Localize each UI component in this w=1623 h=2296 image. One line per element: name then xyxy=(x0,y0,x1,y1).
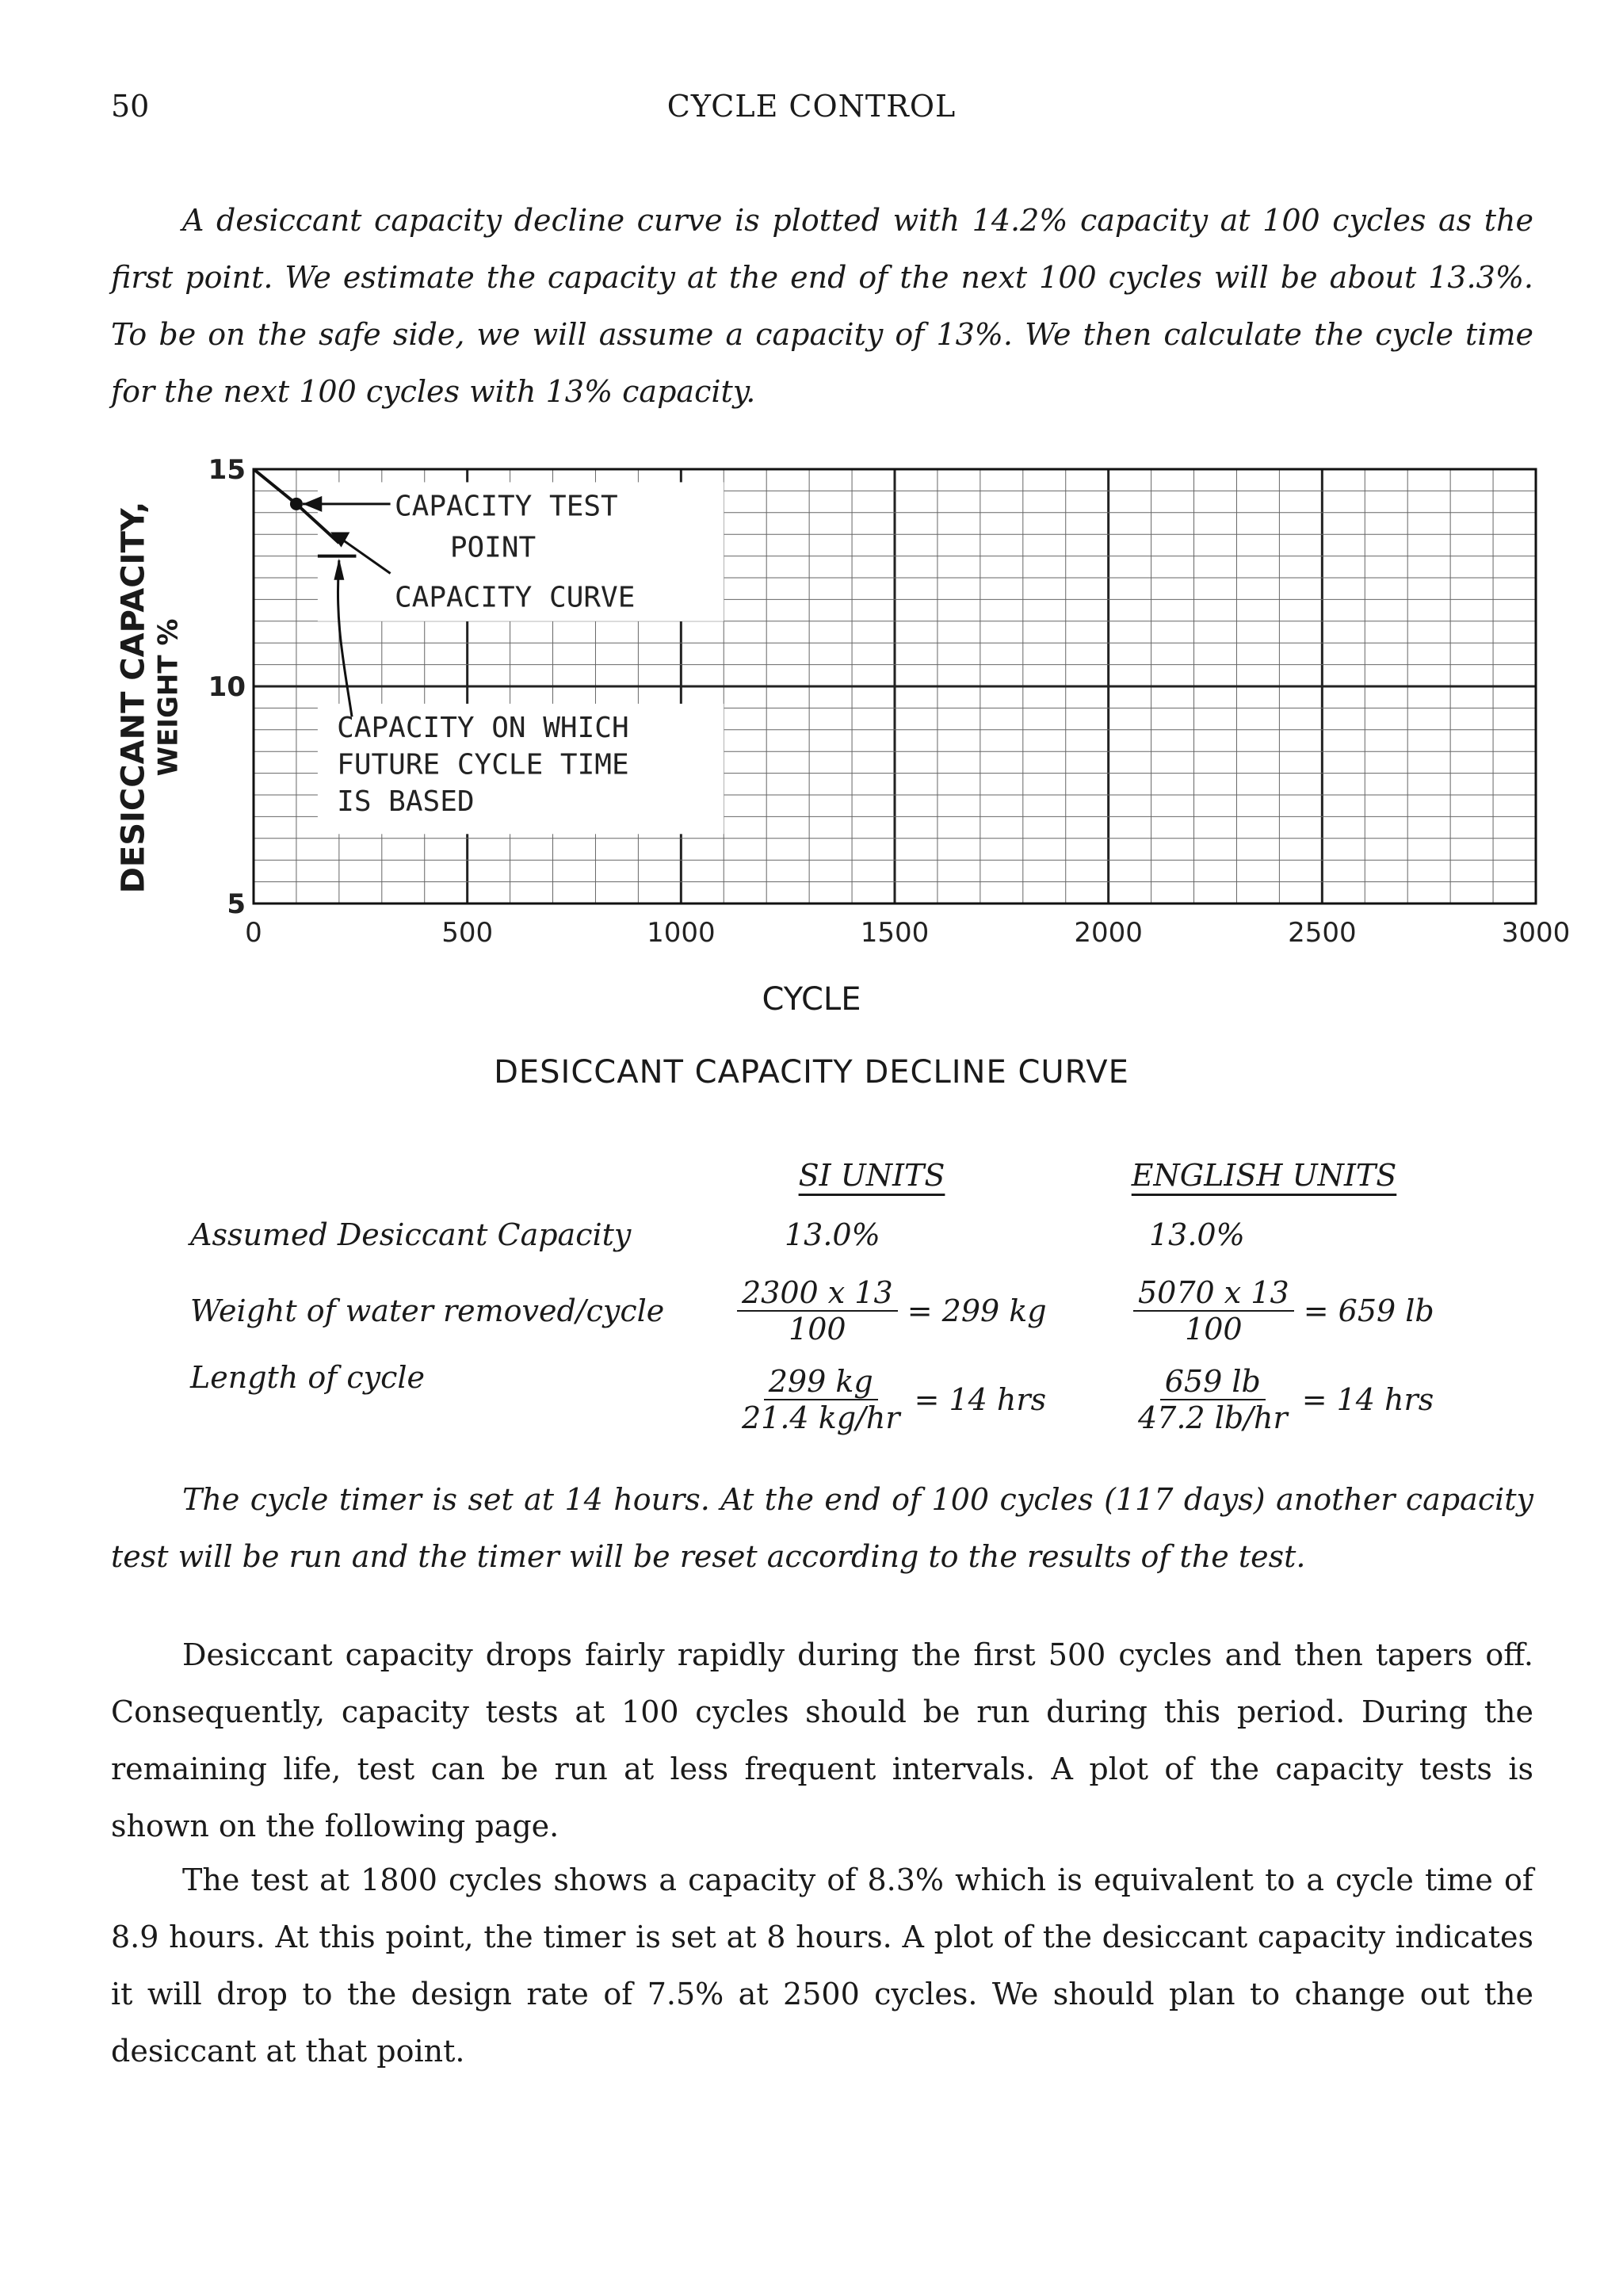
english-result: = 14 hrs xyxy=(1301,1382,1434,1417)
x-tick-label: 2000 xyxy=(1074,917,1143,949)
chart-plot-area xyxy=(111,444,1585,983)
table-row xyxy=(190,1266,1450,1355)
fraction-numerator: 659 lb xyxy=(1160,1364,1266,1400)
si-fraction xyxy=(737,1275,898,1347)
fraction-denominator: 47.2 lb/hr xyxy=(1138,1400,1288,1435)
fraction-denominator: 21.4 kg/hr xyxy=(742,1400,900,1435)
x-tick-label: 3000 xyxy=(1501,917,1571,949)
row-label: Length of cycle xyxy=(190,1360,426,1395)
paragraph-2-text: Desiccant capacity drops fairly rapidly during the first 500 cycles and then tapers off. Consequently, capacity tests at 100 cycles should be run during this period. During the remaining life, test can be run at less frequent intervals. A plot of the capacity tests is shown on the following page. xyxy=(111,1637,1533,1843)
future-cycle-label: FUTURE CYCLE TIME xyxy=(337,748,629,781)
test-point-arrowhead xyxy=(303,496,322,512)
timer-paragraph xyxy=(111,1471,1533,1585)
intro-text: A desiccant capacity decline curve is plotted with 14.2% capacity at 100 cycles as the first point. We estimate the capacity at the end of the next 100 cycles will be about 13.3%. To be on the safe side, we will assume a capacity of 13%. We then calculate the cycle time for the next 100 cycles with 13% capacity. xyxy=(111,203,1533,409)
calculation-table xyxy=(190,1148,1450,1444)
running-title: CYCLE CONTROL xyxy=(666,89,957,124)
fraction-numerator: 5070 x 13 xyxy=(1133,1275,1294,1312)
x-tick-label: 500 xyxy=(441,917,494,949)
x-tick-label: 0 xyxy=(245,917,262,949)
page-number: 50 xyxy=(111,89,150,124)
timer-text: The cycle timer is set at 14 hours. At the end of 100 cycles (117 days) another capacity test will be run and the timer will be reset according to the results of the test. xyxy=(111,1482,1533,1574)
table-row xyxy=(190,1355,1450,1444)
english-value: 13.0% xyxy=(1149,1217,1245,1252)
intro-paragraph xyxy=(111,192,1533,420)
english-result: = 659 lb xyxy=(1303,1293,1434,1328)
si-result: = 14 hrs xyxy=(914,1382,1047,1417)
x-tick-label: 1500 xyxy=(860,917,930,949)
future-cycle-label: IS BASED xyxy=(337,785,475,819)
paragraph-3-text: The test at 1800 cycles shows a capacity of 8.3% which is equivalent to a cycle time of 8.9 hours. At this point, the timer is set at 8 hours. A plot of the desiccant capacity indicates it will drop to the design rate of 7.5% at 2500 cycles. We should plan to change out the desiccant at that point. xyxy=(111,1862,1533,2069)
x-axis-label: CYCLE xyxy=(762,981,861,1018)
table-row xyxy=(190,1203,1450,1266)
fraction-denominator: 100 xyxy=(789,1312,846,1347)
si-value: 13.0% xyxy=(785,1217,880,1252)
body-paragraph-3 xyxy=(111,1851,1533,2080)
fraction-denominator: 100 xyxy=(1185,1312,1243,1347)
y-tick-label: 10 xyxy=(208,671,246,703)
english-fraction xyxy=(1133,1364,1293,1435)
row-label: Assumed Desiccant Capacity xyxy=(190,1217,632,1252)
capacity-test-point-marker xyxy=(290,498,303,510)
si-result: = 299 kg xyxy=(907,1293,1047,1328)
future-cycle-label: CAPACITY ON WHICH xyxy=(337,712,629,745)
x-tick-label: 1000 xyxy=(647,917,716,949)
si-units-header: SI UNITS xyxy=(798,1158,945,1193)
chart-title: DESICCANT CAPACITY DECLINE CURVE xyxy=(494,1054,1129,1091)
fraction-numerator: 299 kg xyxy=(764,1364,878,1400)
body-paragraph-2 xyxy=(111,1626,1533,1855)
english-fraction xyxy=(1133,1275,1294,1347)
y-tick-label: 15 xyxy=(208,454,246,486)
fraction-numerator: 2300 x 13 xyxy=(737,1275,898,1312)
capacity-test-label: CAPACITY TEST xyxy=(394,490,618,523)
si-fraction xyxy=(737,1364,904,1435)
y-axis-unit: WEIGHT % xyxy=(152,618,184,777)
y-tick-label: 5 xyxy=(227,888,246,920)
english-units-header: ENGLISH UNITS xyxy=(1131,1158,1397,1193)
y-axis-label-text: DESICCANT CAPACITY, xyxy=(115,501,151,894)
capacity-test-label-line2: POINT xyxy=(449,531,537,564)
row-label: Weight of water removed/cycle xyxy=(190,1293,665,1328)
capacity-curve-label: CAPACITY CURVE xyxy=(394,581,636,614)
x-tick-label: 2500 xyxy=(1288,917,1357,949)
